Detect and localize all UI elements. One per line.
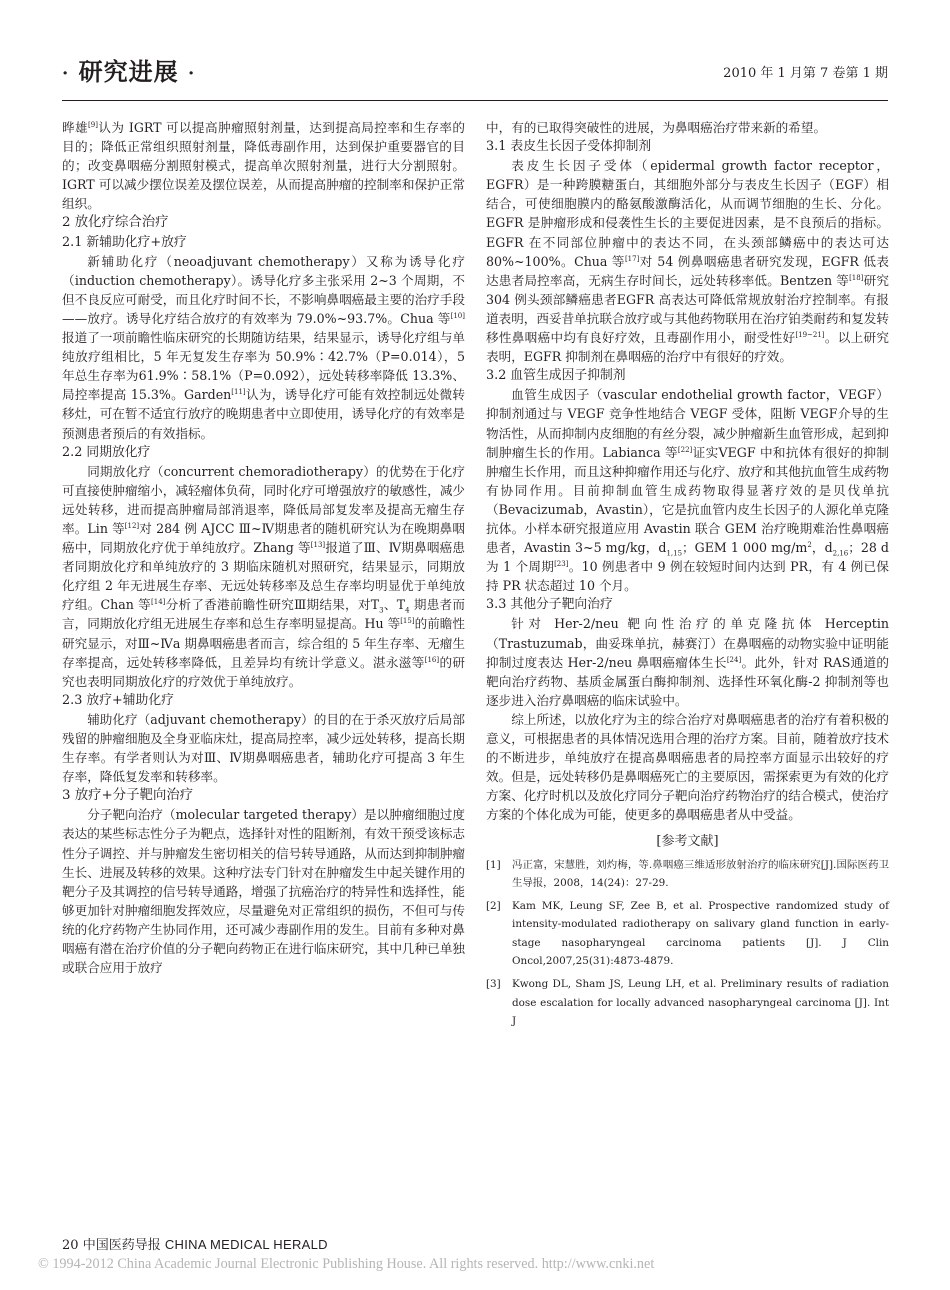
left-column (62, 118, 465, 977)
subsection-heading: 3.3 其他分子靶向治疗 (486, 597, 613, 613)
reference-number: [1] (486, 858, 501, 871)
body-paragraph: 中，有的已取得突破性的进展，为鼻咽癌治疗带来新的希望。 (486, 120, 827, 135)
bullet-dot: · (188, 63, 196, 84)
body-paragraph: 表皮生长因子受体（epidermal growth factor receptor，EGFR）是一种跨膜糖蛋白，其细胞外部分与表皮生长因子（EGF）相结合，可使细胞膜内的酪氨酸激酶活化，从而调节细胞的生长、分化。EGFR 是肿瘤形成和侵袭性生长的主要促进因素，是不良预后的指标。EGFR 在不同部位肿瘤中的表达不同，在头颈部鳞癌中的表达可达 80%~100%。Chua 等[17]对 54 例鼻咽癌患者研究发现，EGFR 低表达患者局控率高，无病生存时间长，远处转移率低。Bentzen 等[18]研究 304 例头颈部鳞癌患者EGFR 高表达可降低常规放射治疗控制率。有报道表明，西妥昔单抗联合放疗或与其他药物联用在治疗铂类耐药和复发转移性鼻咽癌中均有良好疗效，且毒副作用小，耐受性好[19~21]。以上研究表明，EGFR 抑制剂在鼻咽癌的治疗中有很好的疗效。 (486, 158, 890, 365)
body-paragraph: 晔雄[9]认为 IGRT 可以提高肿瘤照射剂量，达到提高局控率和生存率的目的；降低正常组织照射剂量，降低毒副作用，达到保护重要器官的目的；改变鼻咽癌分割照射模式，提高单次照射剂量，进行大分割照射。IGRT 可以减少摆位误差及摆位误差，从而提高肿瘤的控制率和保护正常组织。 (62, 120, 466, 212)
section-title (62, 52, 195, 87)
copyright-notice: © 1994-2012 China Academic Journal Electronic Publishing House. All rights reserved. http://www.cnki.net (38, 1256, 655, 1272)
reference-text: Kam MK, Leung SF, Zee B, et al. Prospective randomized study of intensity-modulated radiotherapy on salivary gland function in early-stage nasopharyngeal carcinoma patients [J]. J Clin Oncol,2007,25(31):4873-4879. (512, 900, 889, 968)
body-paragraph: 分子靶向治疗（molecular targeted therapy）是以肿瘤细胞过度表达的某些标志性分子为靶点，选择针对性的阻断剂，有效干预受该标志性分子调控、并与肿瘤发生密切相关的信号转导通路，从而达到抑制肿瘤生长、进展及转移的效果。这种疗法专门针对在肿瘤发生中起关键作用的靶分子及其调控的信号转导通路，增强了抗癌治疗的特异性和选择性，能够更加针对肿瘤细胞发挥效应，尽量避免对正常组织的损伤，不但可与传统的化疗药物产生协同作用，还可减少毒副作用的发生。目前有多种对鼻咽癌有潜在治疗价值的分子靶向药物正在进行临床研究，其中几种已单独或联合应用于放疗 (62, 807, 465, 976)
references-title: [参考文献] (656, 834, 719, 850)
body-paragraph: 新辅助化疗（neoadjuvant chemotherapy）又称为诱导化疗（induction chemotherapy）。诱导化疗多主张采用 2~3 个周期，不但不良反应可耐受，而且化疗时间不长，不影响鼻咽癌最主要的治疗手段——放疗。诱导化疗结合放疗的有效率为 79.0%~93.7%。Chua 等[10]报道了一项前瞻性临床研究的长期随访结果，结果显示，诱导化疗组与单纯放疗组相比，5 年无复发生存率为 50.9%∶42.7%（P=0.014），5 年总生存率为61.9%∶58.1%（P=0.092），远处转移率降低 13.3%、局控率提高 15.3%。Garden[11]认为，诱导化疗可能有效控制远处微转移灶，可在暂不适宜行放疗的晚期患者中立即使用，诱导化疗的有效率是预测患者预后的有效指标。 (62, 253, 465, 441)
reference-item (486, 856, 889, 893)
subsection-heading: 3.2 血管生成因子抑制剂 (486, 368, 626, 384)
references-list (486, 856, 889, 1031)
reference-text: 冯正富，宋慧胜，刘灼梅，等.鼻咽癌三维适形放射治疗的临床研究[J].国际医药卫生导报，2008，14(24)：27-29. (512, 858, 889, 889)
section-heading: 2 放化疗综合治疗 (62, 215, 169, 231)
journal-name-cn: 中国医药导报 (82, 1238, 161, 1253)
body-paragraph: 血管生成因子（vascular endothelial growth factor，VEGF）抑制剂通过与 VEGF 竞争性地结合 VEGF 受体，阻断 VEGF介导的生物活性，从而抑制内皮细胞的有丝分裂，减少肿瘤新生血管形成，起到抑制肿瘤生长的作用。Labianca 等[22]证实VEGF 中和抗体有很好的抑制肿瘤生长作用，而且这种抑瘤作用还与化疗、放疗和其他抗血管生成药物有协同作用。目前抑制血管生成药物取得显著疗效的是贝伐单抗（Bevacizumab，Avastin），它是抗血管内皮生长因子的人源化单克隆抗体。小样本研究报道应用 Avastin 联合 GEM 治疗晚期难治性鼻咽癌患者，Avastin 3~5 mg/kg，$d_{1,15}$；GEM 1 000 $mg/m^2$，$d_{2,16}$；28 d 为 1 个周期[23]。10 例患者中 9 例在较短时间内达到 PR，有 4 例已保持 PR 状态超过 10 个月。 (486, 387, 889, 594)
subsection-heading: 2.3 放疗+辅助化疗 (62, 692, 174, 708)
body-paragraph: 同期放化疗（concurrent chemoradiotherapy）的优势在于化疗可直接使肿瘤缩小，减轻瘤体负荷，同时化疗可增强放疗的敏感性，减少远处转移，进而提高肿瘤局部消退率，降低局部复发率及提高无瘤生存率。Lin 等[12]对 284 例 AJCC Ⅲ~Ⅳ期患者的随机研究认为在晚期鼻咽癌中，同期放化疗优于单纯放疗。Zhang 等[13]报道了Ⅲ、Ⅳ期鼻咽癌患者同期放化疗和单纯放疗的 3 期临床随机对照研究，结果显示，同期放化疗组 2 年无进展生存率、无远处转移率及总生存率均明显优于单纯放疗组。Chan 等[14]分析了香港前瞻性研究Ⅲ期结果，对$T_3$、$T_4$ 期患者而言，同期放化疗组无进展生存率和总生存率明显提高。Hu 等[15]的前瞻性研究显示，对Ⅲ~Ⅳa 期鼻咽癌患者而言，综合组的 5 年生存率、无瘤生存率提高，远处转移率降低，且差异均有统计学意义。湛永滋等[16]的研究也表明同期放化疗的疗效优于单纯放疗。 (62, 463, 466, 689)
reference-number: [3] (486, 978, 501, 991)
subsection-heading: 2.2 同期放化疗 (62, 444, 151, 460)
issue-info: 2010 年 1 月第 7 卷第 1 期 (723, 66, 888, 81)
right-column-body (486, 118, 889, 824)
page-footer (62, 1234, 328, 1253)
subsection-heading: 3.1 表皮生长因子受体抑制剂 (486, 139, 652, 155)
reference-item (486, 975, 889, 1030)
section-name: 研究进展 (78, 57, 179, 86)
reference-item (486, 897, 889, 970)
reference-text: Kwong DL, Sham JS, Leung LH, et al. Preliminary results of radiation dose escalation for locally advanced nasopharyngeal carcinoma [J]. Int J (512, 978, 889, 1027)
header-rule (62, 100, 888, 101)
running-header (62, 52, 888, 92)
journal-name-en: CHINA MEDICAL HERALD (164, 1237, 328, 1252)
subsection-heading: 2.1 新辅助化疗+放疗 (62, 234, 187, 250)
page-number: 20 (62, 1238, 79, 1253)
body-paragraph: 辅助化疗（adjuvant chemotherapy）的目的在于杀灭放疗后局部残留的肿瘤细胞及全身亚临床灶，提高局控率，减少远处转移，提高长期生存率。有学者则认为对Ⅲ、Ⅳ期鼻咽癌患者，辅助化疗可提高 3 年生存率，降低复发率和转移率。 (62, 711, 465, 785)
reference-number: [2] (486, 900, 501, 913)
body-paragraph: 综上所述，以放化疗为主的综合治疗对鼻咽癌患者的治疗有着积极的意义，可根据患者的具体情况选用合理的治疗方案。目前，随着放疗技术的不断进步，单纯放疗在提高鼻咽癌患者的局控率方面显示出较好的疗效。但是，远处转移仍是鼻咽癌死亡的主要原因，需探索更为有效的化疗方案、化疗时机以及放化疗同分子靶向治疗药物治疗的结合模式，使治疗方案的个体化成为可能，使更多的鼻咽癌患者从中受益。 (486, 711, 889, 823)
section-heading: 3 放疗+分子靶向治疗 (62, 788, 194, 804)
bullet-dot: · (62, 63, 70, 84)
body-paragraph: 针对 Her-2/neu 靶向性治疗的单克隆抗体 Herceptin（Trastuzumab，曲妥珠单抗，赫赛汀）在鼻咽癌的动物实验中证明能抑制过度表达 Her-2/neu 鼻咽癌瘤体生长[24]。此外，针对 RAS通道的靶向治疗药物、基质金属蛋白酶抑制剂、选择性环氧化酶-2 抑制剂等也逐步进入治疗鼻咽癌的临床试验中。 (486, 616, 889, 708)
right-column (486, 118, 889, 1035)
